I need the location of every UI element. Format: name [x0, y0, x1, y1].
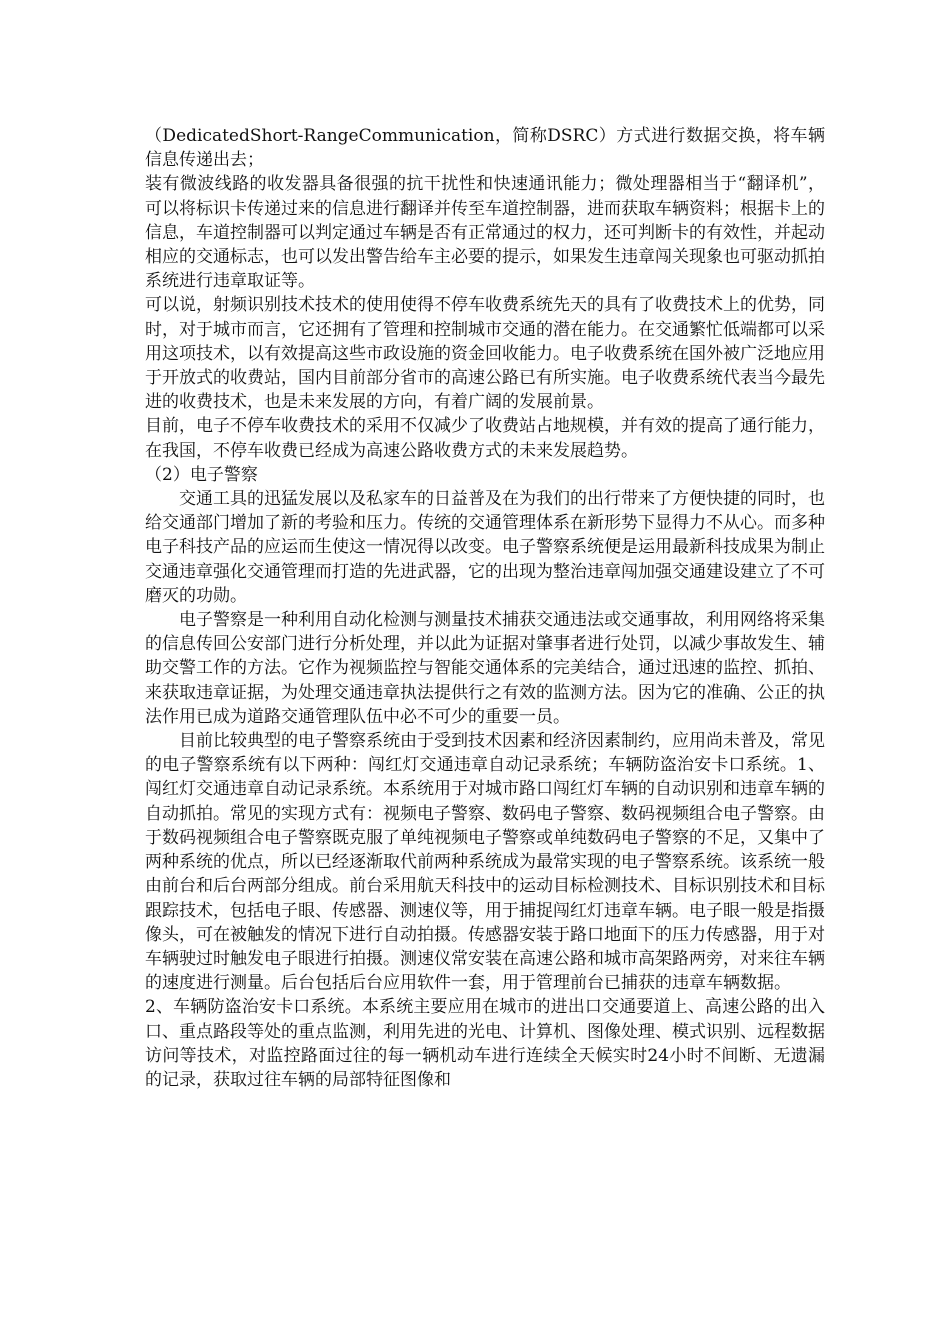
section-heading-electronic-police: （2）电子警察: [145, 464, 258, 485]
paragraph-rfid-advantage: 可以说，射频识别技术技术的使用使得不停车收费系统先天的具有了收费技术上的优势，同时，对于城市而言，它还拥有了管理和控制城市交通的潜在能力。在交通繁忙低端都可以采用这项技术，以有效提高这些市政设施的资金回收能力。电子收费系统在国外被广泛地应用于开放式的收费站，国内目前部分省市的高速公路已有所实施。电子收费系统代表当今最先进的收费技术，也是未来发展的方向，有着广阔的发展前景。: [145, 295, 825, 413]
paragraph-electronic-police-definition: 电子警察是一种利用自动化检测与测量技术捕获交通违法或交通事故，利用网络将采集的信息传回公安部门进行分析处理，并以此为证据对肇事者进行处罚，以减少事故发生、辅助交警工作的方法。它作为视频监控与智能交通体系的完美结合，通过迅速的监控、抓拍、来获取违章证据，为处理交通违章执法提供行之有效的监测方法。因为它的准确、公正的执法作用已成为道路交通管理队伍中必不可少的重要一员。: [145, 610, 825, 727]
paragraph-red-light-system: 目前比较典型的电子警察系统由于受到技术因素和经济因素制约，应用尚未普及，常见的电子警察系统有以下两种：闯红灯交通违章自动记录系统；车辆防盗治安卡口系统。1、闯红灯交通违章自动记录系统。本系统用于对城市路口闯红灯车辆的自动识别和违章车辆的自动抓拍。常见的实现方式有：视频电子警察、数码电子警察、数码视频组合电子警察。由于数码视频组合电子警察既克服了单纯视频电子警察或单纯数码电子警察的不足，又集中了两种系统的优点，所以已经逐渐取代前两种系统成为最常实现的电子警察系统。该系统一般由前台和后台两部分组成。前台采用航天科技中的运动目标检测技术、目标识别技术和目标跟踪技术，包括电子眼、传感器、测速仪等，用于捕捉闯红灯违章车辆。电子眼一般是指摄像头，可在被触发的情况下进行自动拍摄。传感器安装于路口地面下的压力传感器，用于对车辆驶过时触发电子眼进行拍摄。测速仪常安装在高速公路和城市高架路两旁，对来往车辆的速度进行测量。后台包括后台应用软件一套，用于管理前台已捕获的违章车辆数据。: [145, 731, 825, 994]
document-body: [145, 124, 825, 1092]
paragraph-microwave-transceiver: 装有微波线路的收发器具备很强的抗干扰性和快速通讯能力；微处理器相当于“翻译机”，可以将标识卡传递过来的信息进行翻译并传至车道控制器，进而获取车辆资料；根据卡上的信息，车道控制器可以判定通过车辆是否有正常通过的权力，还可判断卡的有效性，并起动相应的交通标志，也可以发出警告给车主必要的提示，如果发生违章闯关现象也可驱动抓拍系统进行违章取证等。: [145, 174, 825, 292]
paragraph-checkpoint-system: 2、车辆防盗治安卡口系统。本系统主要应用在城市的进出口交通要道上、高速公路的出入口、重点路段等处的重点监测，利用先进的光电、计算机、图像处理、模式识别、远程数据访问等技术，对监控路面过往的每一辆机动车进行连续全天候实时24小时不间断、无遗漏的记录，获取过往车辆的局部特征图像和: [145, 997, 825, 1090]
paragraph-traffic-development: 交通工具的迅猛发展以及私家车的日益普及在为我们的出行带来了方便快捷的同时，也给交通部门增加了新的考验和压力。传统的交通管理体系在新形势下显得力不从心。而多种电子科技产品的应运而生使这一情况得以改变。电子警察系统便是运用最新科技成果为制止交通违章强化交通管理而打造的先进武器，它的出现为整治违章闯加强交通建设建立了不可磨灭的功勋。: [145, 489, 825, 606]
paragraph-dsrc: （DedicatedShort-RangeCommunication，简称DSRC）方式进行数据交换，将车辆信息传递出去；: [145, 126, 825, 171]
paragraph-etc-trend: 目前，电子不停车收费技术的采用不仅减少了收费站占地规模，并有效的提高了通行能力，在我国，不停车收费已经成为高速公路收费方式的未来发展趋势。: [145, 416, 825, 461]
